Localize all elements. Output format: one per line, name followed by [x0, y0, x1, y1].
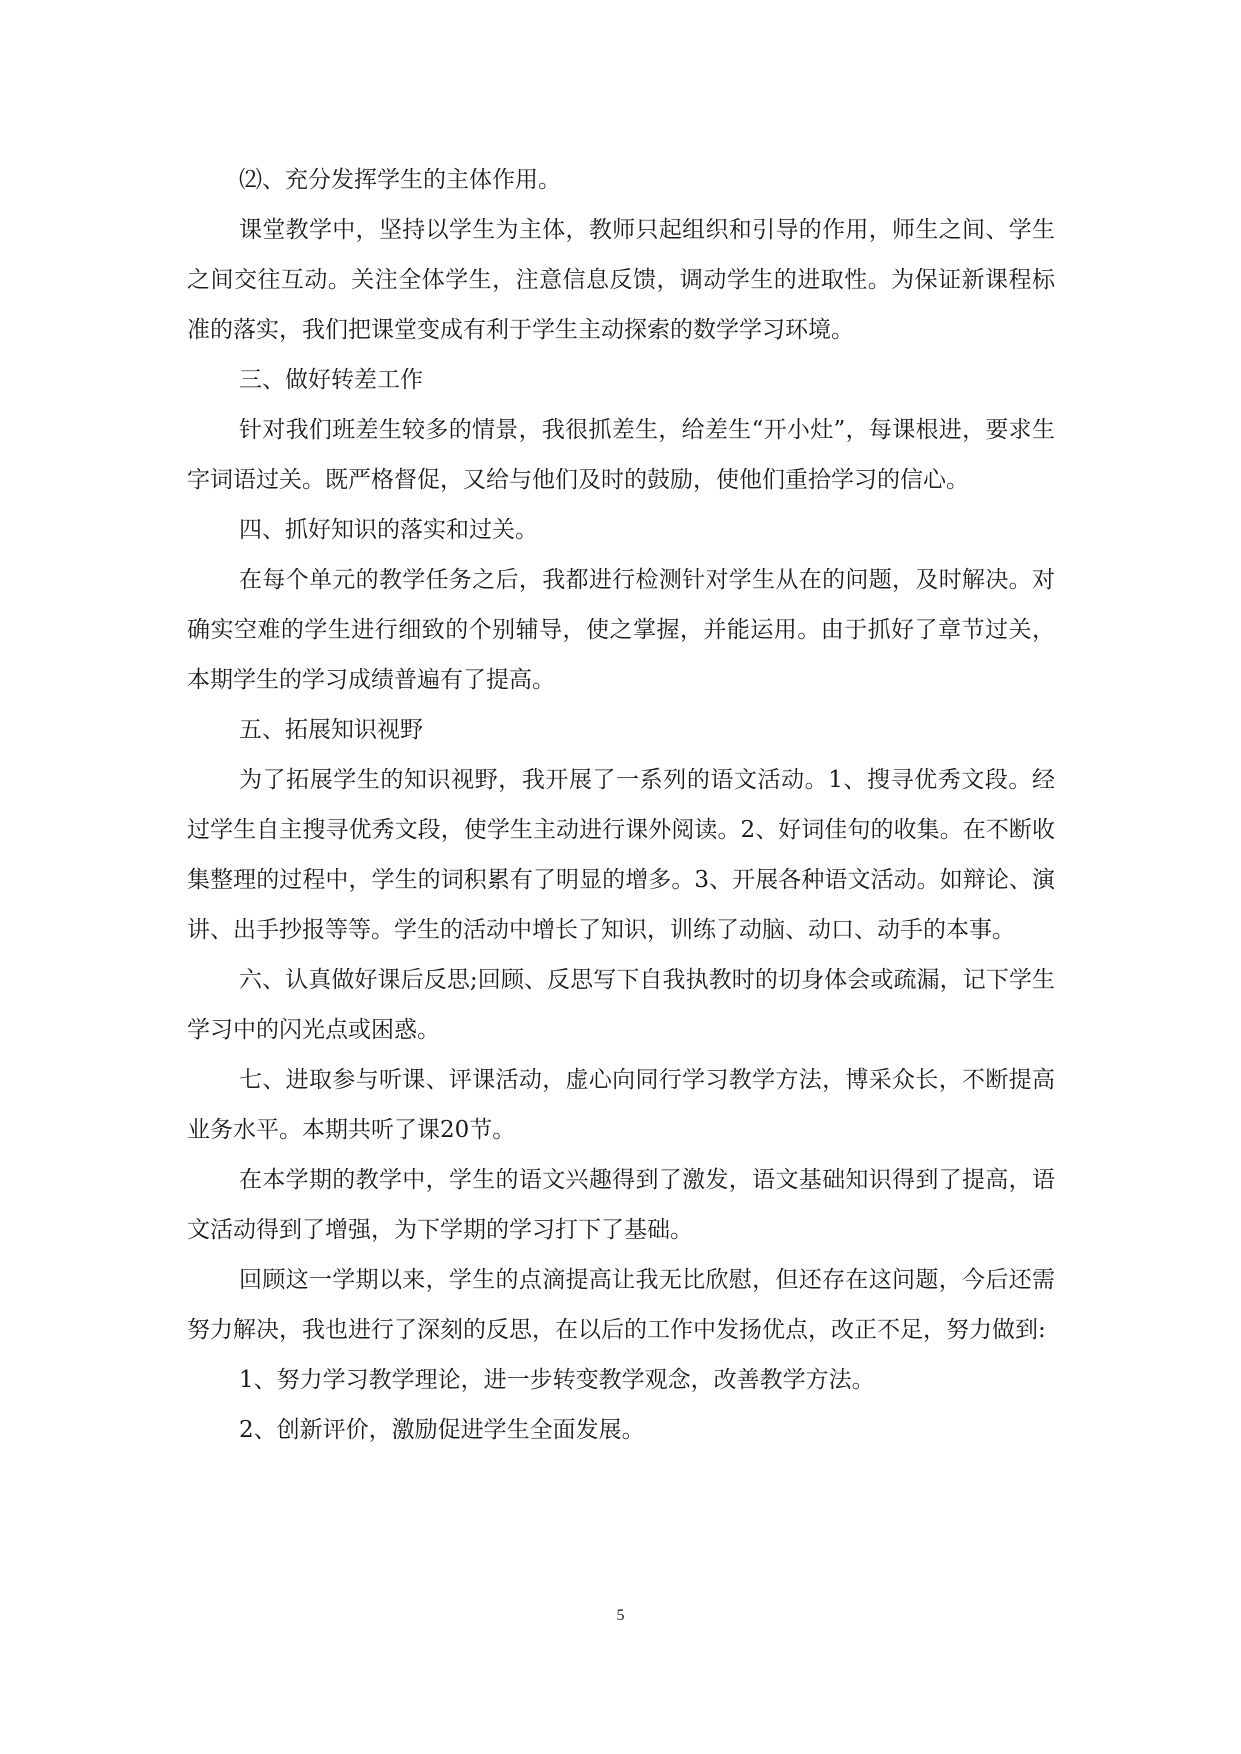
paragraph-classroom-teaching: 课堂教学中，坚持以学生为主体，教师只起组织和引导的作用，师生之间、学生之间交往互动。关注全体学生，注意信息反馈，调动学生的进取性。为保证新课程标准的落实，我们把课堂变成有利于学生主动探索的数学学习环境。: [187, 217, 1055, 343]
section-heading-6-reflection: 六、认真做好课后反思;回顾、反思写下自我执教时的切身体会或疏漏，记下学生学习中的闪光点或困惑。: [187, 967, 1055, 1043]
document-body: [187, 155, 1055, 1455]
list-item-2: 2、创新评价，激励促进学生全面发展。: [239, 1417, 645, 1443]
section-heading-3: 三、做好转差工作: [239, 367, 423, 393]
paragraph-weak-students: 针对我们班差生较多的情景，我很抓差生，给差生“开小灶”，每课根进，要求生字词语过关。既严格督促，又给与他们及时的鼓励，使他们重拾学习的信心。: [187, 417, 1055, 493]
section-heading-7-lesson-observation: 七、进取参与听课、评课活动，虚心向同行学习教学方法，博采众长，不断提高业务水平。本期共听了课20节。: [187, 1067, 1055, 1143]
section-heading-4: 四、抓好知识的落实和过关。: [239, 517, 538, 543]
page-number: 5: [616, 1607, 625, 1624]
paragraph-semester-summary: 在本学期的教学中，学生的语文兴趣得到了激发，语文基础知识得到了提高，语文活动得到了增强，为下学期的学习打下了基础。: [187, 1167, 1055, 1243]
paragraph-subheading-student-role: ⑵、充分发挥学生的主体作用。: [239, 167, 561, 193]
paragraph-unit-testing: 在每个单元的教学任务之后，我都进行检测针对学生从在的问题，及时解决。对确实空难的学生进行细致的个别辅导，使之掌握，并能运用。由于抓好了章节过关，本期学生的学习成绩普遍有了提高。: [187, 567, 1055, 693]
list-item-1: 1、努力学习教学理论，进一步转变教学观念，改善教学方法。: [239, 1367, 875, 1393]
section-heading-5: 五、拓展知识视野: [239, 717, 423, 743]
paragraph-review-reflection: 回顾这一学期以来，学生的点滴提高让我无比欣慰，但还存在这问题，今后还需努力解决，我也进行了深刻的反思，在以后的工作中发扬优点，改正不足，努力做到:: [187, 1267, 1055, 1343]
paragraph-chinese-activities: 为了拓展学生的知识视野，我开展了一系列的语文活动。1、搜寻优秀文段。经过学生自主搜寻优秀文段，使学生主动进行课外阅读。2、好词佳句的收集。在不断收集整理的过程中，学生的词积累有了明显的增多。3、开展各种语文活动。如辩论、演讲、出手抄报等等。学生的活动中增长了知识，训练了动脑、动口、动手的本事。: [187, 767, 1055, 943]
